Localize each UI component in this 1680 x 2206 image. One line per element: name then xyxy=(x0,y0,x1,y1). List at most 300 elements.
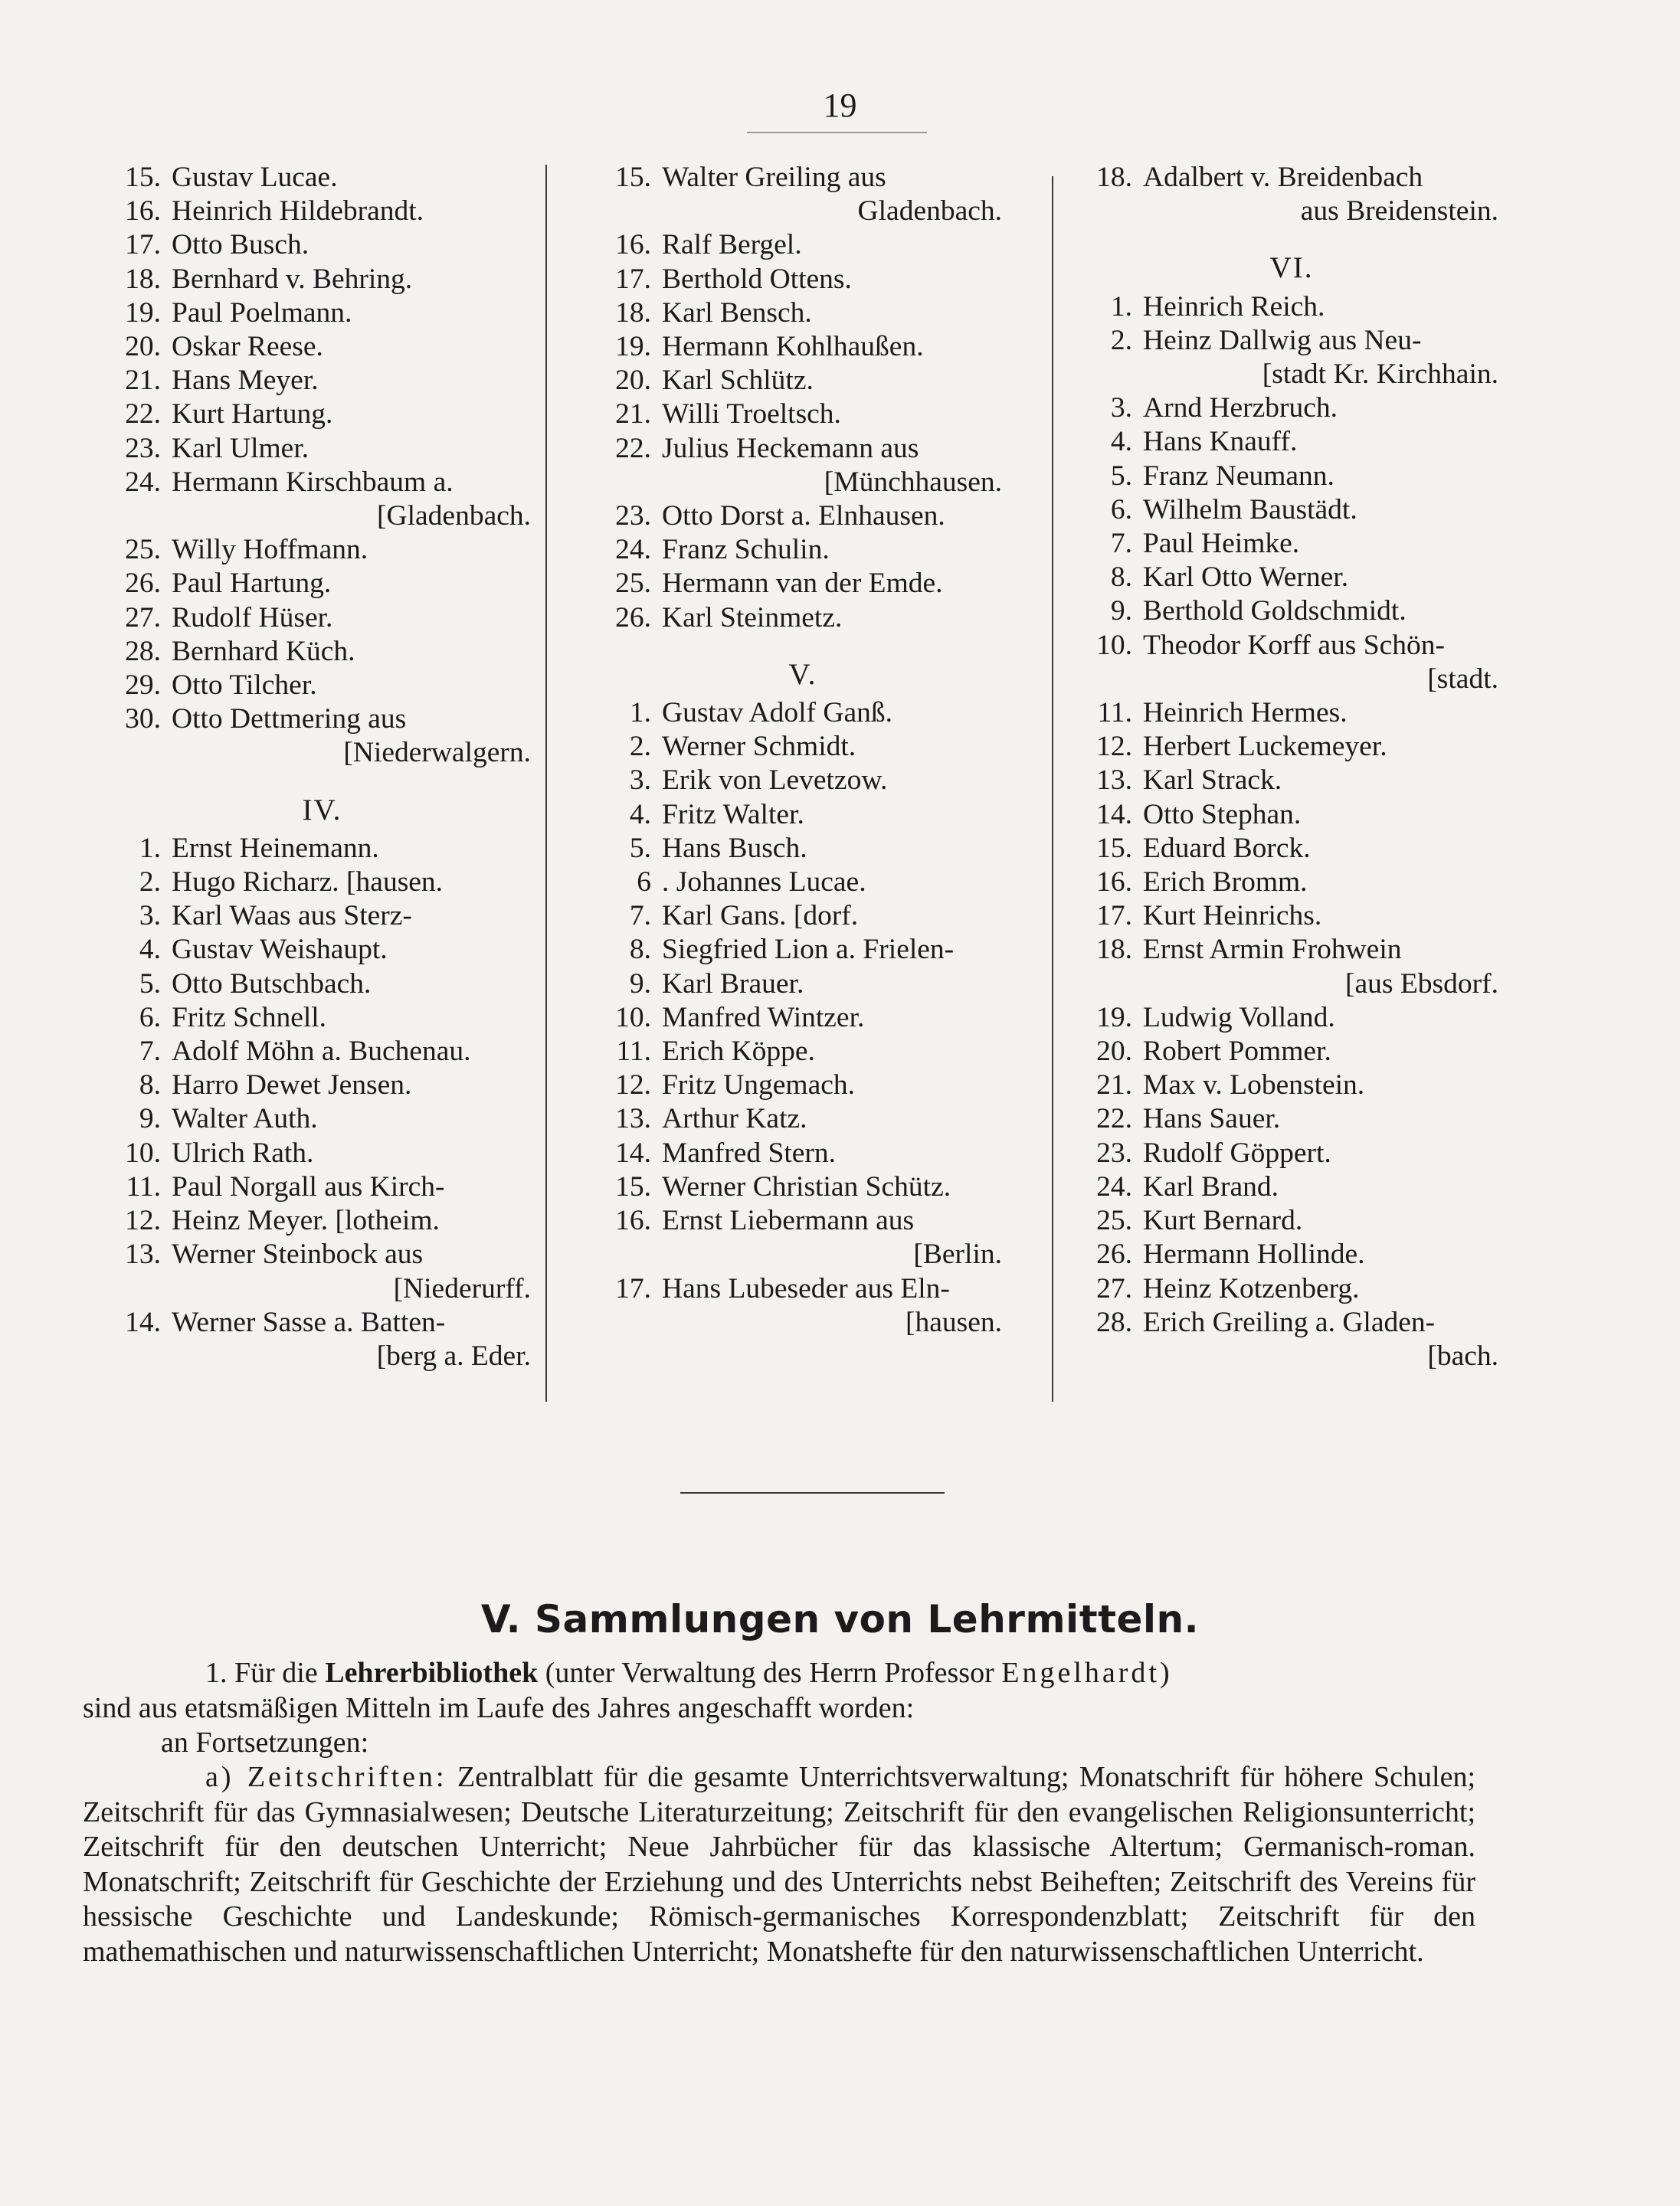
entry-name: Erich Köppe. xyxy=(662,1036,815,1068)
entry-continuation: [Niederurff. xyxy=(393,1272,531,1304)
list-item xyxy=(1085,764,1498,797)
entry-number: 12. xyxy=(1096,731,1132,763)
class-list-column-3 xyxy=(1085,161,1498,1373)
column-divider-1 xyxy=(545,165,547,1402)
entry-number: 19. xyxy=(1096,1001,1132,1033)
entry-name: . Johannes Lucae. xyxy=(662,866,866,898)
list-item xyxy=(1085,561,1498,594)
entry-number: 20. xyxy=(125,331,161,363)
entry-number: 9. xyxy=(1110,595,1132,627)
list-item xyxy=(113,635,531,669)
list-item xyxy=(1085,933,1498,967)
fortsetzungen-label: an Fortsetzungen: xyxy=(161,1727,369,1759)
lehrerbibliothek-term: Lehrerbibliothek xyxy=(325,1657,539,1689)
list-item xyxy=(113,533,531,567)
entry-number: 25. xyxy=(125,534,161,566)
entry-number: 16. xyxy=(615,229,651,261)
entry-name: Max v. Lobenstein. xyxy=(1143,1069,1365,1101)
entry-name: Eduard Borck. xyxy=(1143,832,1311,864)
entry-number: 9. xyxy=(629,967,651,1000)
entry-number: 21. xyxy=(125,365,161,397)
list-item xyxy=(1085,629,1498,663)
list-item xyxy=(113,899,531,933)
entry-number: 22. xyxy=(615,432,651,464)
entry-continuation: [Gladenbach. xyxy=(377,500,531,532)
entry-number: 6 xyxy=(637,866,651,898)
list-item xyxy=(113,263,531,296)
entry-number: 24. xyxy=(615,534,651,566)
entry-name: Otto Dettmering aus xyxy=(172,703,407,735)
list-item xyxy=(1085,832,1498,866)
list-item xyxy=(604,696,1002,730)
entry-number: 24. xyxy=(1096,1170,1132,1203)
entry-number: 7. xyxy=(139,1036,161,1068)
entry-name: Wilhelm Baustädt. xyxy=(1143,493,1357,525)
entry-number: 17. xyxy=(615,263,651,295)
entry-name: Ernst Armin Frohwein xyxy=(1143,934,1402,966)
list-item xyxy=(1085,527,1498,561)
entry-number: 3. xyxy=(1110,392,1132,424)
entry-name: Julius Heckemann aus xyxy=(662,432,919,464)
entry-continuation: [Münchhausen. xyxy=(824,466,1002,498)
entry-number: 26. xyxy=(615,601,651,633)
entry-number: 15. xyxy=(615,1170,651,1203)
entry-number: 19. xyxy=(615,331,651,363)
list-item xyxy=(1085,1137,1498,1170)
entry-number: 1. xyxy=(139,832,161,864)
entry-name: Hans Sauer. xyxy=(1143,1103,1281,1135)
entry-name: Karl Steinmetz. xyxy=(662,601,843,633)
list-item xyxy=(604,798,1002,832)
entry-number: 21. xyxy=(1096,1069,1132,1101)
entry-name: Fritz Ungemach. xyxy=(662,1069,856,1101)
list-item xyxy=(604,832,1002,866)
entry-name: Ralf Bergel. xyxy=(662,229,802,261)
list-item xyxy=(1085,460,1498,493)
entry-continuation: [stadt. xyxy=(1427,663,1498,695)
class-list-column-2 xyxy=(604,161,1002,1340)
entry-name: Ernst Heinemann. xyxy=(172,832,379,864)
entry-name: Willy Hoffmann. xyxy=(172,534,368,566)
list-item xyxy=(1085,1035,1498,1069)
entry-name: Karl Brauer. xyxy=(662,967,804,1000)
entry-continuation: [Berlin. xyxy=(913,1239,1002,1271)
entry-name: Karl Waas aus Sterz- xyxy=(172,900,412,932)
list-item xyxy=(113,228,531,262)
list-item xyxy=(113,195,531,228)
entry-name: Otto Busch. xyxy=(172,229,309,261)
entry-number: 2. xyxy=(1110,324,1132,356)
entry-number: 4. xyxy=(1110,426,1132,458)
entry-name: Kurt Hartung. xyxy=(172,398,333,430)
entry-number: 17. xyxy=(615,1272,651,1304)
list-item xyxy=(604,1170,1002,1204)
list-item xyxy=(604,567,1002,601)
zeitschriften-list: Zentralblatt für die gesamte Unterrichtsverwaltung; Monatschrift für höhere Schulen; Zeitschrift für das Gymnasialwesen; Deutsche Literaturzeitung; Zeitschrift für den evangelischen Religionsunterricht; Zeitschrift für den deutschen Unterricht; Neue Jahrbücher für das klassische Altertum; Germanisch-roman. Monatschrift; Zeitschrift für Geschichte der Erziehung und des Unterrichts nebst Beiheften; Zeitschrift des Vereins für hessische Geschichte und Landeskunde; Römisch-germanisches Korrespondenzblatt; Zeitschrift für den mathemathischen und naturwissenschaftlichen Unterricht; Monatshefte für den naturwissenschaftlichen Unterricht. xyxy=(83,1761,1476,1968)
page-number: 19 xyxy=(823,87,857,124)
list-item xyxy=(113,866,531,899)
list-item xyxy=(604,296,1002,330)
entry-name: Heinz Dallwig aus Neu- xyxy=(1143,324,1422,356)
list-item xyxy=(604,499,1002,533)
list-item xyxy=(113,1102,531,1136)
entry-name: Hans Meyer. xyxy=(172,365,319,397)
paragraph-text-2: (unter Verwaltung des Herrn Professor xyxy=(545,1657,994,1689)
entry-name: Hans Lubeseder aus Eln- xyxy=(662,1272,950,1304)
entry-name: Heinrich Hildebrandt. xyxy=(172,195,424,227)
entry-number: 9. xyxy=(139,1103,161,1135)
entry-number: 25. xyxy=(1096,1205,1132,1237)
entry-number: 13. xyxy=(615,1103,651,1135)
entry-number: 3. xyxy=(629,764,651,797)
entry-number: 13. xyxy=(1096,764,1132,797)
paragraph-zeitschriften xyxy=(83,1760,1475,1969)
class-heading: V. xyxy=(788,657,817,691)
entry-name: Werner Sasse a. Batten- xyxy=(172,1306,446,1338)
entry-name: Werner Christian Schütz. xyxy=(662,1170,951,1203)
entry-number: 8. xyxy=(629,934,651,966)
class-heading: IV. xyxy=(302,793,342,826)
entry-name: Hans Knauff. xyxy=(1143,426,1298,458)
entry-name: Otto Butschbach. xyxy=(172,967,372,1000)
entry-name: Paul Norgall aus Kirch- xyxy=(172,1170,445,1203)
list-item xyxy=(1085,1238,1498,1272)
list-item xyxy=(1085,798,1498,832)
list-item xyxy=(604,398,1002,431)
entry-name: Heinz Meyer. [lotheim. xyxy=(172,1205,440,1237)
entry-number: 17. xyxy=(125,229,161,261)
entry-name: Rudolf Göppert. xyxy=(1143,1137,1331,1169)
list-item xyxy=(113,567,531,601)
entry-name: Ludwig Volland. xyxy=(1143,1001,1335,1033)
entry-number: 10. xyxy=(125,1137,161,1169)
entry-number: 11. xyxy=(616,1036,651,1068)
entry-number: 19. xyxy=(125,296,161,329)
entry-name: Berthold Ottens. xyxy=(662,263,852,295)
entry-name: Adolf Möhn a. Buchenau. xyxy=(172,1036,471,1068)
list-item xyxy=(604,1035,1002,1069)
list-item xyxy=(604,1102,1002,1136)
entry-number: 27. xyxy=(125,601,161,633)
entry-number: 1. xyxy=(1110,290,1132,322)
entry-name: Berthold Goldschmidt. xyxy=(1143,595,1407,627)
list-item xyxy=(1085,290,1498,324)
entry-name: Herbert Luckemeyer. xyxy=(1143,731,1387,763)
entry-name: Otto Dorst a. Elnhausen. xyxy=(662,500,945,532)
section-separator xyxy=(680,1492,945,1494)
entry-name: Siegfried Lion a. Frielen- xyxy=(662,934,955,966)
entry-number: 1. xyxy=(629,697,651,729)
entry-name: Franz Schulin. xyxy=(662,534,830,566)
entry-number: 18. xyxy=(615,296,651,329)
entry-number: 24. xyxy=(125,466,161,498)
entry-number: 22. xyxy=(1096,1103,1132,1135)
entry-continuation: [hausen. xyxy=(905,1306,1002,1338)
entry-name: Hermann Hollinde. xyxy=(1143,1239,1365,1271)
entry-number: 2. xyxy=(139,866,161,898)
paragraph-number: 1. xyxy=(205,1657,228,1689)
list-item xyxy=(604,161,1002,195)
entry-name: Karl Bensch. xyxy=(662,296,812,329)
list-item xyxy=(113,1306,531,1340)
entry-number: 5. xyxy=(629,832,651,864)
entry-number: 27. xyxy=(1096,1272,1132,1304)
entry-name: Karl Ulmer. xyxy=(172,432,309,464)
entry-continuation: [Niederwalgern. xyxy=(343,737,531,769)
entry-name: Otto Tilcher. xyxy=(172,669,317,702)
list-item xyxy=(604,228,1002,262)
list-item xyxy=(113,330,531,364)
list-item xyxy=(604,533,1002,567)
list-item xyxy=(113,432,531,466)
page-number-rule xyxy=(747,132,927,133)
entry-name: Franz Neumann. xyxy=(1143,460,1335,492)
list-item xyxy=(604,866,1002,899)
entry-name: Erich Greiling a. Gladen- xyxy=(1143,1306,1436,1338)
entry-name: Heinrich Reich. xyxy=(1143,290,1325,322)
entry-name: Hermann Kirschbaum a. xyxy=(172,466,454,498)
entry-number: 16. xyxy=(125,195,161,227)
list-item xyxy=(604,364,1002,398)
list-item xyxy=(113,466,531,499)
entry-name: Karl Brand. xyxy=(1143,1170,1279,1203)
entry-number: 11. xyxy=(126,1170,161,1203)
entry-number: 20. xyxy=(1096,1036,1132,1068)
entry-number: 4. xyxy=(629,798,651,830)
list-item xyxy=(604,330,1002,364)
entry-name: Harro Dewet Jensen. xyxy=(172,1069,412,1101)
entry-name: Werner Schmidt. xyxy=(662,731,856,763)
entry-number: 22. xyxy=(125,398,161,430)
list-item xyxy=(604,1137,1002,1170)
list-item xyxy=(604,730,1002,764)
entry-number: 16. xyxy=(1096,866,1132,898)
entry-number: 4. xyxy=(139,934,161,966)
list-item xyxy=(1085,1001,1498,1035)
entry-number: 15. xyxy=(125,162,161,193)
entry-name: Bernhard v. Behring. xyxy=(172,263,413,295)
entry-name: Paul Poelmann. xyxy=(172,296,352,329)
entry-name: Paul Heimke. xyxy=(1143,528,1300,560)
entry-number: 8. xyxy=(139,1069,161,1101)
entry-number: 23. xyxy=(1096,1137,1132,1169)
entry-name: Gustav Lucae. xyxy=(172,162,338,193)
list-item xyxy=(1085,425,1498,459)
class-heading: VI. xyxy=(1269,251,1314,285)
list-item xyxy=(113,1001,531,1035)
list-item xyxy=(1085,866,1498,899)
entry-continuation: [bach. xyxy=(1427,1340,1498,1372)
list-item xyxy=(1085,1069,1498,1102)
list-item xyxy=(604,1069,1002,1102)
entry-number: 2. xyxy=(629,731,651,763)
entry-name: Erich Bromm. xyxy=(1143,866,1308,898)
entry-number: 29. xyxy=(125,669,161,702)
entry-name: Gustav Adolf Ganß. xyxy=(662,697,893,729)
list-item xyxy=(604,601,1002,635)
entry-name: Fritz Walter. xyxy=(662,798,804,830)
list-item xyxy=(1085,1272,1498,1306)
entry-name: Gustav Weishaupt. xyxy=(172,934,388,966)
list-item xyxy=(1085,1102,1498,1136)
list-item xyxy=(604,899,1002,933)
entry-name: Robert Pommer. xyxy=(1143,1036,1331,1068)
list-item xyxy=(1085,730,1498,764)
entry-number: 14. xyxy=(1096,798,1132,830)
entry-name: Manfred Wintzer. xyxy=(662,1001,865,1033)
entry-name: Fritz Schnell. xyxy=(172,1001,327,1033)
entry-number: 11. xyxy=(1097,697,1132,729)
entry-number: 7. xyxy=(629,900,651,932)
entry-number: 28. xyxy=(1096,1306,1132,1338)
entry-name: Karl Otto Werner. xyxy=(1143,561,1349,594)
list-item xyxy=(113,832,531,866)
entry-name: Arthur Katz. xyxy=(662,1103,807,1135)
entry-number: 25. xyxy=(615,568,651,600)
entry-number: 20. xyxy=(615,365,651,397)
entry-name: Karl Gans. [dorf. xyxy=(662,900,859,932)
paragraph-text: Für die xyxy=(234,1657,318,1689)
list-item xyxy=(113,967,531,1001)
entry-number: 18. xyxy=(1096,934,1132,966)
list-item xyxy=(604,1001,1002,1035)
list-item xyxy=(113,601,531,635)
entry-name: Hermann Kohlhaußen. xyxy=(662,331,924,363)
entry-number: 5. xyxy=(139,967,161,1000)
entry-continuation: Gladenbach. xyxy=(857,195,1002,227)
entry-number: 18. xyxy=(125,263,161,295)
entry-number: 12. xyxy=(615,1069,651,1101)
entry-number: 15. xyxy=(1096,832,1132,864)
list-item xyxy=(604,764,1002,797)
list-item xyxy=(604,263,1002,296)
entry-name: Kurt Bernard. xyxy=(1143,1205,1303,1237)
list-item xyxy=(604,432,1002,466)
entry-name: Heinz Kotzenberg. xyxy=(1143,1272,1360,1304)
list-item xyxy=(1085,391,1498,425)
list-item xyxy=(113,398,531,431)
list-item xyxy=(113,364,531,398)
entry-name: Walter Auth. xyxy=(172,1103,318,1135)
list-item xyxy=(604,967,1002,1001)
zeitschriften-label: a) Zeitschriften: xyxy=(205,1761,447,1793)
list-item xyxy=(1085,493,1498,527)
entry-number: 26. xyxy=(125,568,161,600)
entry-name: Manfred Stern. xyxy=(662,1137,837,1169)
entry-continuation: [aus Ebsdorf. xyxy=(1345,967,1498,1000)
entry-name: Theodor Korff aus Schön- xyxy=(1143,629,1446,661)
entry-number: 23. xyxy=(615,500,651,532)
list-item xyxy=(113,933,531,967)
entry-number: 3. xyxy=(139,900,161,932)
entry-number: 14. xyxy=(615,1137,651,1169)
entry-number: 6. xyxy=(139,1001,161,1033)
list-item xyxy=(1085,1306,1498,1340)
list-item xyxy=(604,1204,1002,1238)
entry-number: 10. xyxy=(615,1001,651,1033)
paragraph-continuation: sind aus etatsmäßigen Mitteln im Laufe des Jahres angeschafft worden: xyxy=(83,1691,915,1724)
entry-number: 18. xyxy=(1096,162,1132,193)
entry-name: Karl Schlütz. xyxy=(662,365,814,397)
list-item xyxy=(604,1272,1002,1306)
list-item xyxy=(113,161,531,195)
list-item xyxy=(1085,594,1498,628)
list-item xyxy=(1085,1204,1498,1238)
entry-number: 13. xyxy=(125,1239,161,1271)
entry-name: Rudolf Hüser. xyxy=(172,601,333,633)
list-item xyxy=(113,1204,531,1238)
entry-name: Werner Steinbock aus xyxy=(172,1239,424,1271)
list-item xyxy=(113,1170,531,1204)
professor-name: Engelhardt) xyxy=(1001,1657,1173,1689)
entry-name: Adalbert v. Breidenbach xyxy=(1143,162,1423,193)
list-item xyxy=(113,1035,531,1069)
entry-name: Hugo Richarz. [hausen. xyxy=(172,866,444,898)
section-title: V. Sammlungen von Lehrmitteln. xyxy=(480,1597,1200,1641)
entry-number: 17. xyxy=(1096,900,1132,932)
list-item xyxy=(1085,324,1498,358)
entry-number: 28. xyxy=(125,635,161,667)
list-item xyxy=(113,296,531,330)
entry-name: Karl Strack. xyxy=(1143,764,1282,797)
list-item xyxy=(113,1238,531,1272)
entry-name: Erik von Levetzow. xyxy=(662,764,888,797)
paragraph-lehrerbibliothek xyxy=(83,1656,1475,1726)
list-item xyxy=(1085,696,1498,730)
entry-number: 5. xyxy=(1110,460,1132,492)
entry-number: 12. xyxy=(125,1205,161,1237)
entry-number: 14. xyxy=(125,1306,161,1338)
list-item xyxy=(113,1137,531,1170)
entry-name: Bernhard Küch. xyxy=(172,635,355,667)
list-item xyxy=(1085,1170,1498,1204)
entry-number: 6. xyxy=(1110,493,1132,525)
entry-number: 7. xyxy=(1110,528,1132,560)
entry-number: 16. xyxy=(615,1205,651,1237)
list-item xyxy=(113,669,531,702)
list-item xyxy=(1085,161,1498,195)
entry-number: 23. xyxy=(125,432,161,464)
entry-continuation: [stadt Kr. Kirchhain. xyxy=(1262,358,1498,391)
entry-continuation: aus Breidenstein. xyxy=(1300,195,1498,227)
entry-name: Paul Hartung. xyxy=(172,568,332,600)
entry-name: Otto Stephan. xyxy=(1143,798,1302,830)
list-item xyxy=(113,1069,531,1102)
column-divider-2 xyxy=(1052,176,1053,1402)
paragraph-first-line xyxy=(83,1656,1475,1691)
entry-name: Hermann van der Emde. xyxy=(662,568,943,600)
entry-number: 8. xyxy=(1110,561,1132,594)
list-item xyxy=(604,933,1002,967)
entry-name: Kurt Heinrichs. xyxy=(1143,900,1322,932)
entry-number: 26. xyxy=(1096,1239,1132,1271)
entry-number: 10. xyxy=(1096,629,1132,661)
entry-name: Ernst Liebermann aus xyxy=(662,1205,915,1237)
entry-name: Heinrich Hermes. xyxy=(1143,697,1348,729)
list-item xyxy=(113,702,531,736)
entry-name: Oskar Reese. xyxy=(172,331,323,363)
entry-name: Walter Greiling aus xyxy=(662,162,886,193)
entry-number: 30. xyxy=(125,703,161,735)
entry-name: Hans Busch. xyxy=(662,832,807,864)
entry-continuation: [berg a. Eder. xyxy=(376,1340,531,1372)
entry-name: Willi Troeltsch. xyxy=(662,398,841,430)
list-item xyxy=(1085,899,1498,933)
class-list-column-1 xyxy=(113,161,531,1373)
entry-name: Arnd Herzbruch. xyxy=(1143,392,1338,424)
entry-number: 21. xyxy=(615,398,651,430)
entry-name: Ulrich Rath. xyxy=(172,1137,314,1169)
